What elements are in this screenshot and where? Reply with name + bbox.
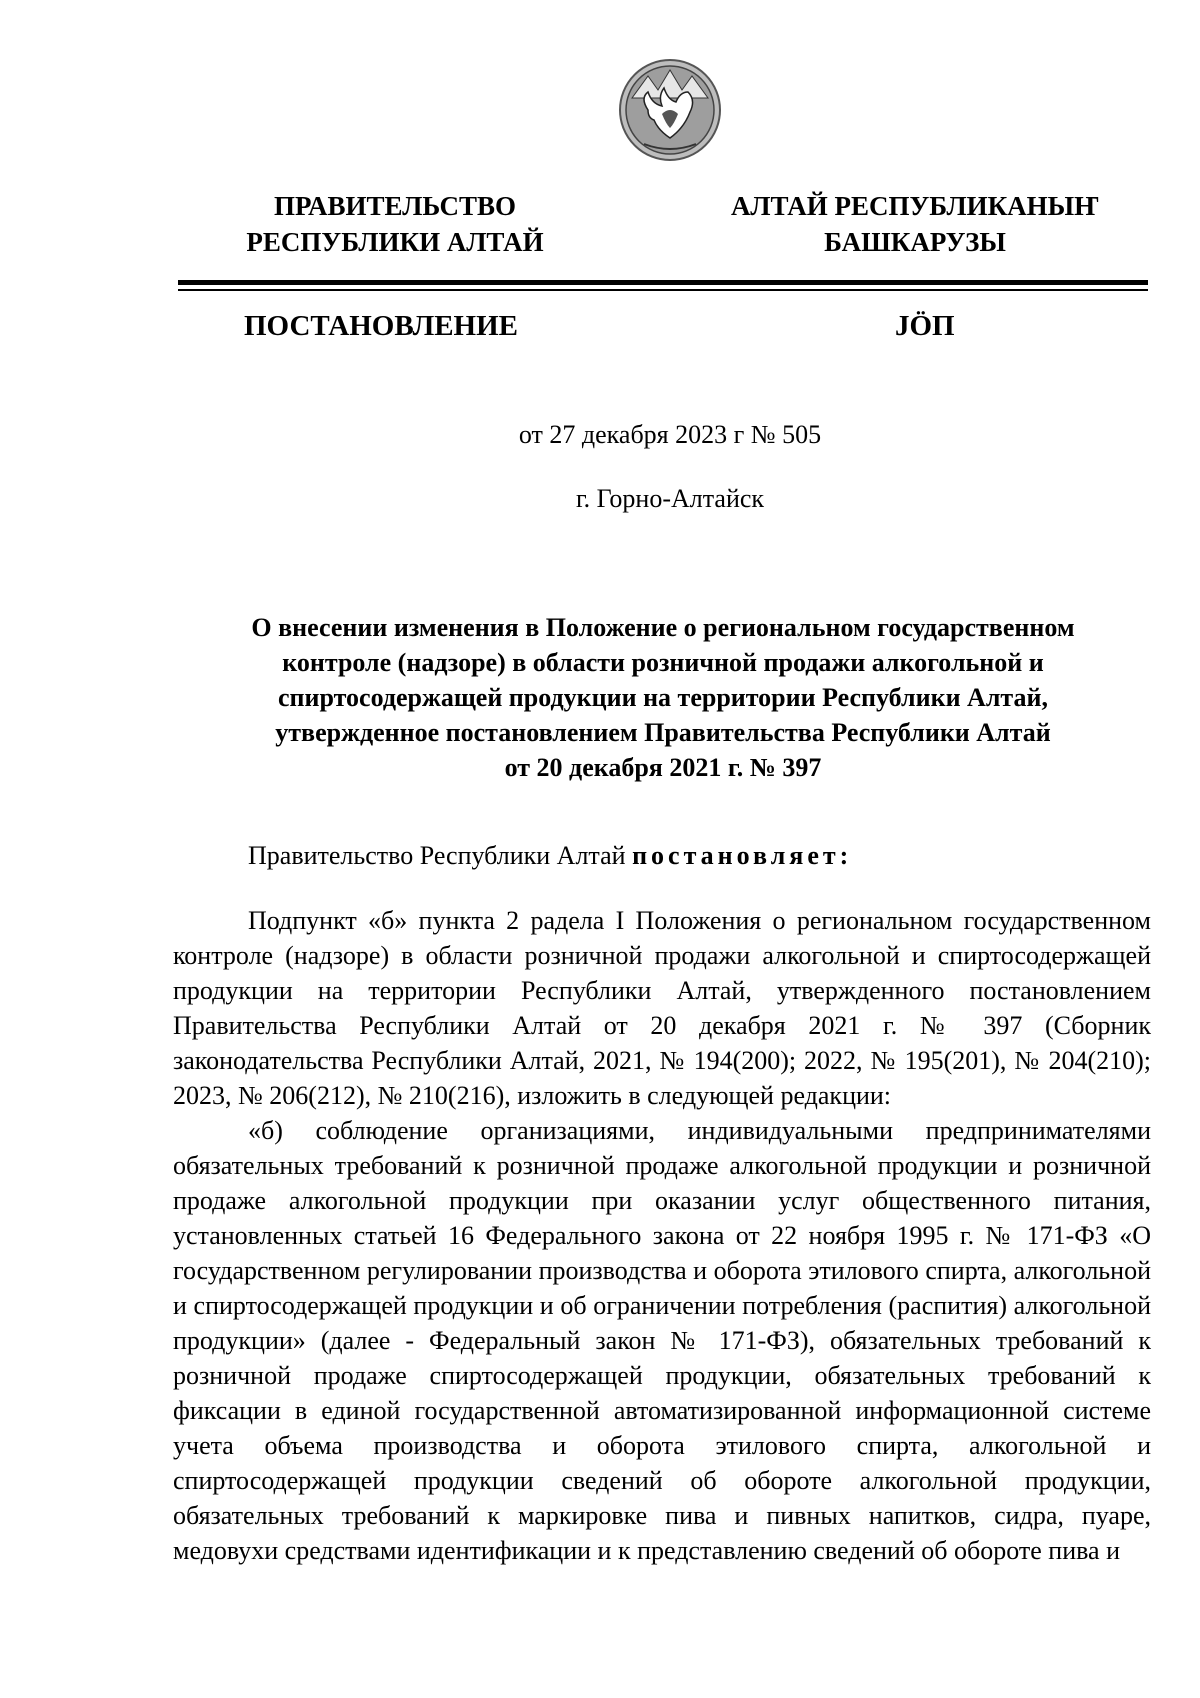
decree-intro-prefix: Правительство Республики Алтай (248, 841, 633, 870)
doctype-russian: ПОСТАНОВЛЕНИЕ (244, 310, 519, 342)
decree-city: г. Горно-Алтайск (575, 484, 765, 513)
decree-date-number: от 27 декабря 2023 г № 505 (518, 420, 822, 449)
decree-title-line: контроле (надзоре) в области розничной продажи алкогольной и (282, 648, 1044, 677)
government-name-altai-line2: БАШКАРУЗЫ (824, 227, 1006, 257)
decree-title-line: от 20 декабря 2021 г. № 397 (504, 753, 822, 782)
decree-intro (173, 838, 1151, 873)
decree-title-line: утвержденное постановлением Правительства Республики Алтай (275, 718, 1051, 747)
government-name-altai-line1: АЛТАЙ РЕСПУБЛИКАНЫҤ (730, 191, 1100, 221)
body-paragraph-1: Подпункт «б» пункта 2 радела I Положения о региональном государственном контроле (надзоре) в области розничной продажи алкогольной и спиртосодержащей продукции на территории Республики Алтай, утвержденного постановлением Правительства Республики Алтай от 20 декабря 2021 г. № 397 (Сборник законодательства Республики Алтай, 2021, № 194(200); 2022, № 195(201), № 204(210); 2023, № 206(212), № 210(216), изложить в следующей редакции: (173, 906, 1151, 1110)
decree-body (173, 903, 1151, 1568)
header-divider-thin (178, 289, 1148, 291)
government-name-russian-line1: ПРАВИТЕЛЬСТВО (273, 191, 517, 221)
decree-title (178, 610, 1148, 785)
decree-intro-paragraph (173, 838, 1151, 873)
body-paragraph-2: «б) соблюдение организациями, индивидуальными предпринимателями обязательных требований к розничной продаже алкогольной продукции и розничной продаже алкогольной продукции при оказании услуг общественного питания, установленных статьей 16 Федерального закона от 22 ноября 1995 г. № 171-ФЗ «О государственном регулировании производства и оборота этилового спирта, алкогольной и спиртосодержащей продукции и об ограничении потребления (распития) алкогольной продукции» (далее - Федеральный закон № 171-ФЗ), обязательных требований к розничной продаже спиртосодержащей продукции, обязательных требований к фиксации в единой государственной автоматизированной информационной системе учета объема производства и оборота этилового спирта, алкогольной и спиртосодержащей продукции сведений об обороте алкогольной продукции, обязательных требований к маркировке пива и пивных напитков, сидра, пуаре, медовухи средствами идентификации и к представлению сведений об обороте пива и (173, 1116, 1151, 1565)
decree-title-line: О внесении изменения в Положение о региональном государственном (251, 613, 1075, 642)
government-name-russian-line2: РЕСПУБЛИКИ АЛТАЙ (246, 227, 544, 257)
government-name-russian (230, 188, 560, 260)
doctype-altai: JӦП (895, 310, 955, 342)
decree-title-line: спиртосодержащей продукции на территории Республики Алтай, (277, 683, 1048, 712)
header-divider-thick (178, 280, 1148, 285)
decree-word: постановляет: (632, 841, 853, 870)
government-name-altai (730, 188, 1100, 260)
coat-of-arms-griffin-icon (618, 58, 722, 162)
